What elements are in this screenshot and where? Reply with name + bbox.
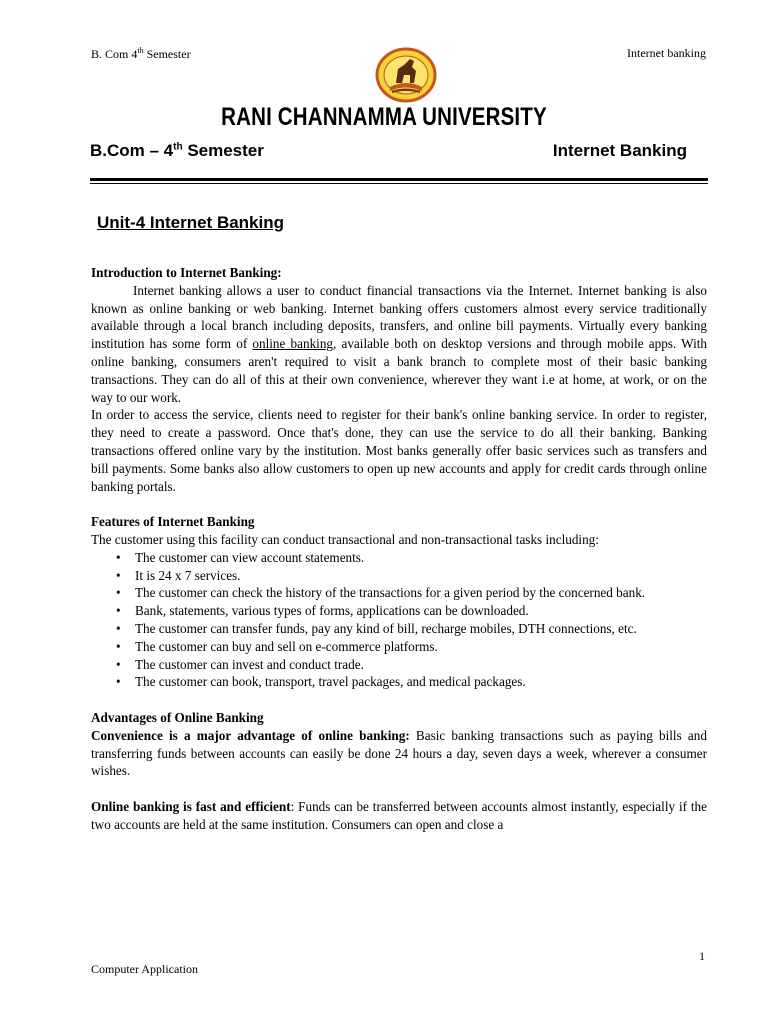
document-body	[91, 264, 707, 834]
university-title: RANI CHANNAMMA UNIVERSITY	[221, 103, 547, 131]
list-item: • The customer can invest and conduct trade.	[91, 656, 707, 674]
running-header-right: Internet banking	[627, 46, 706, 60]
features-heading: Features of Internet Banking	[91, 514, 255, 530]
intro-paragraph-1: Internet banking allows a user to conduct financial transactions via the Internet. Internet banking is also known as online banking or web banking. Internet banking offers customers almost every service traditionally available through a local branch including deposits, transfers, and online bill payments. Virtually every banking institution has some form of online banking, available both on desktop versions and through mobile apps. With online banking, consumers aren't required to visit a bank branch to complete most of their basic banking transactions. They can do all of this at their own convenience, wherever they want i.e at home, at work, or on the way to our work.	[91, 282, 707, 405]
subject-label: Internet Banking	[552, 141, 687, 160]
online-banking-link[interactable]: online banking	[252, 336, 334, 352]
university-logo	[374, 47, 438, 105]
header-rule-thin	[90, 183, 708, 184]
list-item: • The customer can buy and sell on e-commerce platforms.	[91, 638, 707, 656]
advantage-convenience: Convenience is a major advantage of online banking: Basic banking transactions such as paying bills and transferring funds between accounts can easily be done 24 hours a day, seven days a week, wherever a consumer wishes.	[91, 727, 707, 779]
list-item: • Bank, statements, various types of forms, applications can be downloaded.	[91, 602, 707, 620]
list-item: • The customer can check the history of the transactions for a given period by the concerned bank.	[91, 584, 707, 602]
course-subheader	[90, 141, 687, 161]
page-number: 1	[699, 949, 705, 963]
unit-title: Unit-4 Internet Banking	[97, 213, 285, 232]
page-footer: Computer Application	[91, 962, 198, 976]
list-item: • The customer can book, transport, travel packages, and medical packages.	[91, 673, 707, 691]
list-item: • The customer can view account statements.	[91, 549, 707, 567]
list-item: • The customer can transfer funds, pay any kind of bill, recharge mobiles, DTH connections, etc.	[91, 620, 707, 638]
list-item: • It is 24 x 7 services.	[91, 567, 707, 585]
intro-heading: Introduction to Internet Banking:	[91, 265, 282, 280]
running-header-left: B. Com 4th Semester	[91, 46, 191, 61]
advantages-heading: Advantages of Online Banking	[91, 709, 264, 725]
features-list	[91, 549, 707, 691]
advantage-fast-efficient: Online banking is fast and efficient: Funds can be transferred between accounts almost instantly, especially if the two accounts are held at the same institution. Consumers can open and close a	[91, 798, 707, 832]
header-rule-thick	[90, 178, 708, 181]
course-label: B.Com – 4th Semester	[90, 141, 264, 160]
intro-paragraph-2: In order to access the service, clients need to register for their bank's online banking service. In order to register, they need to create a password. Once that's done, they can use the service to do all their banking. Banking transactions offered online vary by the institution. Most banks generally offer basic services such as transfers and bill payments. Some banks also allow customers to open up new accounts and apply for credit cards through online banking portals.	[91, 407, 707, 494]
features-intro: The customer using this facility can conduct transactional and non-transactional tasks including:	[91, 531, 599, 547]
